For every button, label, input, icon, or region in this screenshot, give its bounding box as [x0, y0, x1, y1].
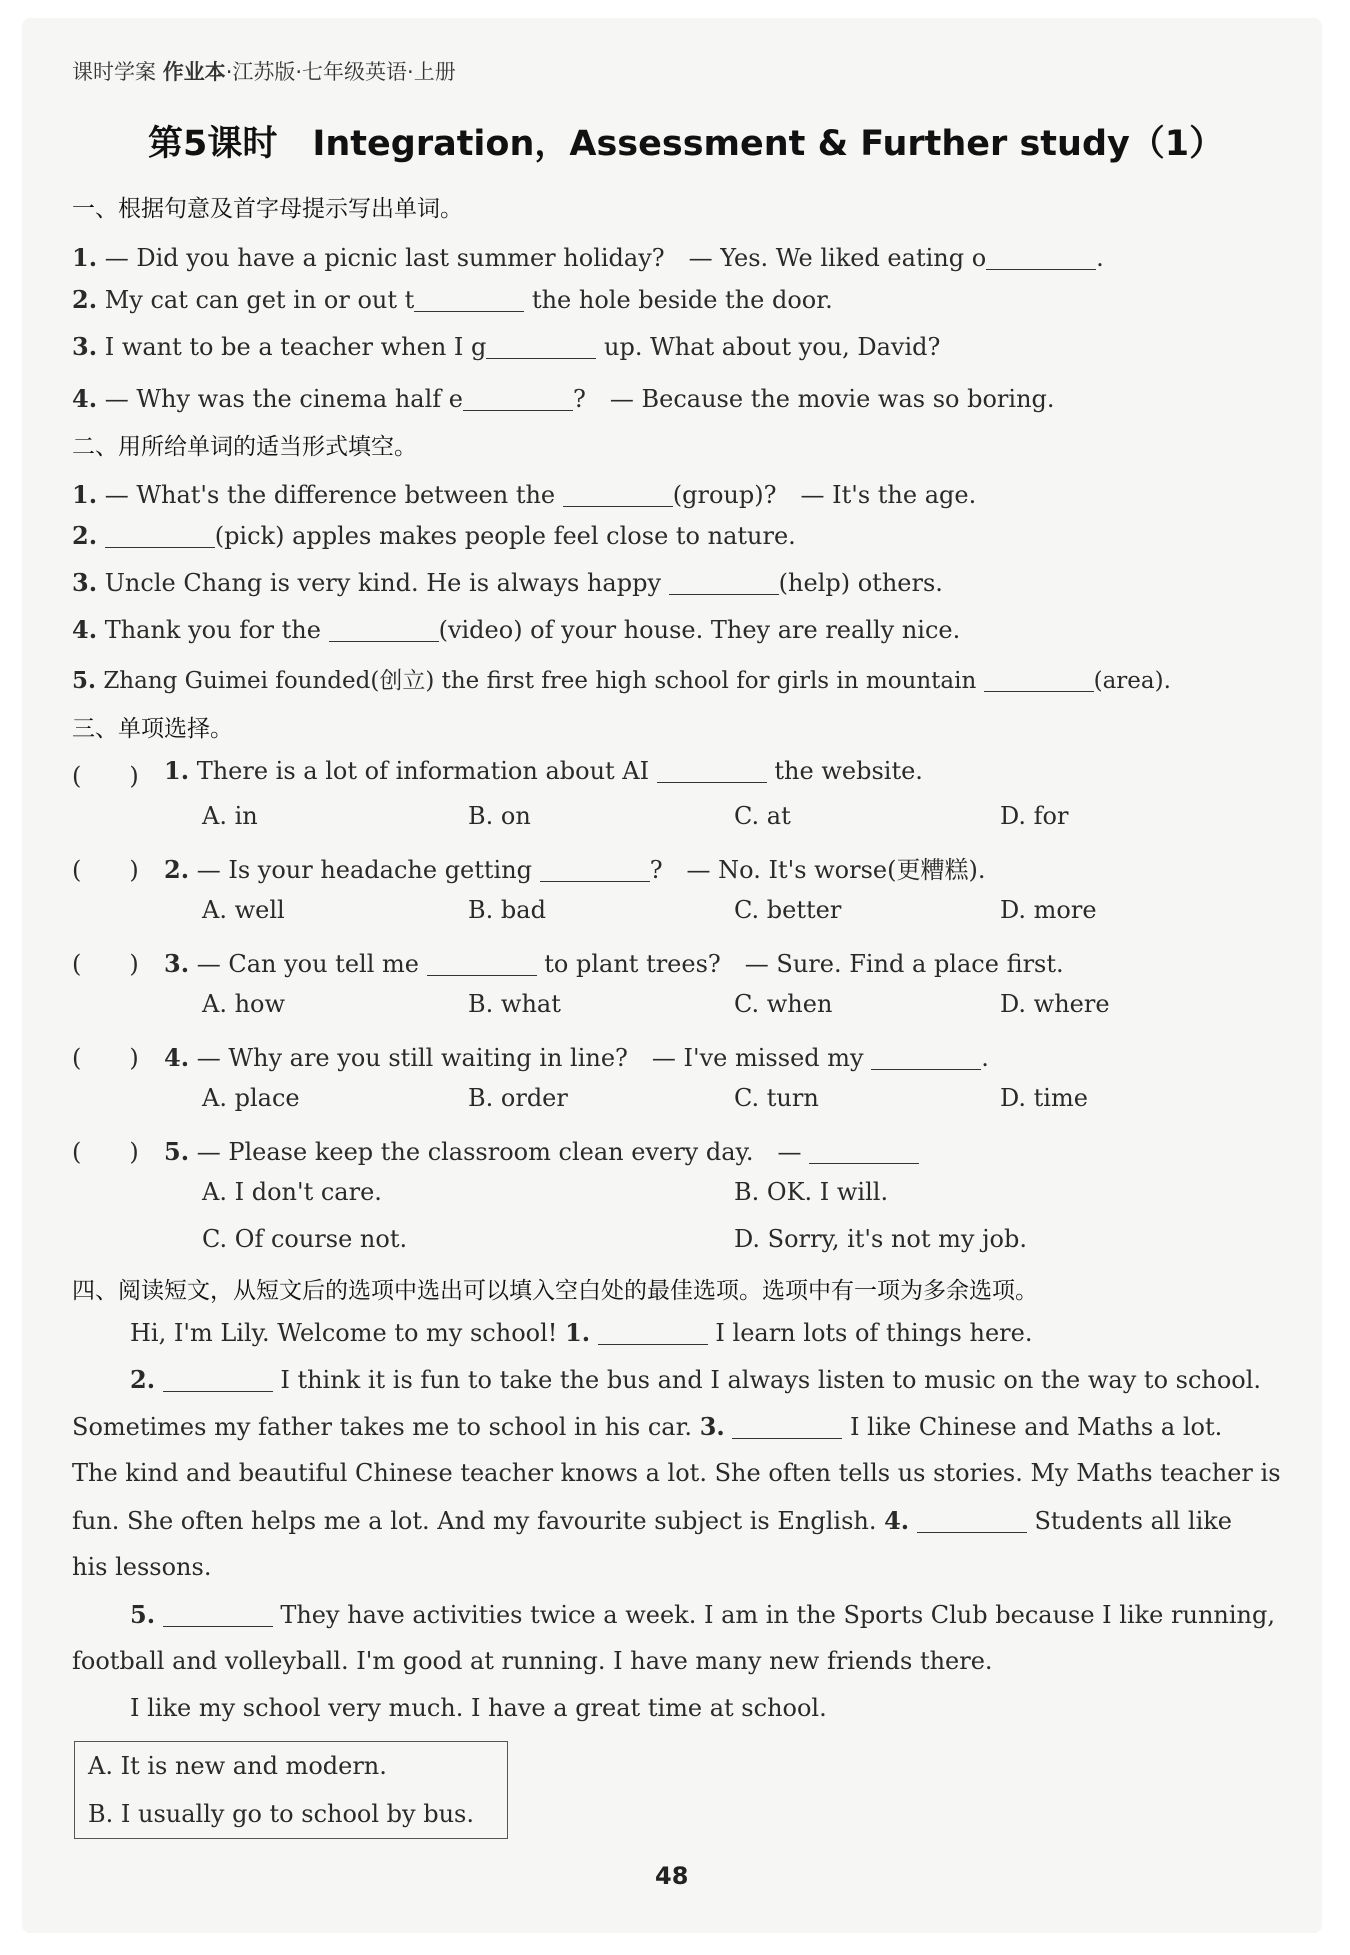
passage-line-6: his lessons.	[72, 1553, 212, 1581]
s1-item-4: 4. — Why was the cinema half e ? — Because the movie was so boring.	[72, 384, 1055, 413]
section2-heading: 二、用所给单词的适当形式填空。	[72, 434, 417, 460]
passage-line-8: football and volleyball. I'm good at running. I have many new friends there.	[72, 1647, 993, 1675]
s1-item-3: 3. I want to be a teacher when I g up. What about you, David?	[72, 332, 941, 361]
option-a[interactable]: A. how	[202, 990, 286, 1018]
answer-blank[interactable]	[871, 1045, 981, 1070]
answer-blank[interactable]	[563, 482, 673, 507]
answer-blank[interactable]	[163, 1602, 273, 1627]
passage-option-b[interactable]: B. I usually go to school by bus.	[88, 1800, 474, 1828]
passage-line-1: Hi, I'm Lily. Welcome to my school! 1. I learn lots of things here.	[130, 1318, 1033, 1347]
section1-heading: 一、根据句意及首字母提示写出单词。	[72, 196, 463, 222]
header-book: 作业本	[162, 60, 226, 84]
s1-item-1: 1. — Did you have a picnic last summer holiday? — Yes. We liked eating o .	[72, 243, 1104, 272]
answer-blank[interactable]	[986, 245, 1096, 270]
passage-option-a[interactable]: A. It is new and modern.	[88, 1752, 387, 1780]
option-d[interactable]: D. more	[1000, 896, 1097, 924]
answer-parentheses[interactable]: ( )	[72, 856, 139, 884]
answer-blank[interactable]	[917, 1508, 1027, 1533]
option-c[interactable]: C. at	[734, 802, 791, 830]
option-b[interactable]: B. bad	[468, 896, 546, 924]
s3-question-4: 4. — Why are you still waiting in line? — I've missed my .	[164, 1043, 989, 1072]
answer-parentheses[interactable]: ( )	[72, 1138, 139, 1166]
option-a[interactable]: A. place	[202, 1084, 300, 1112]
answer-blank[interactable]	[809, 1139, 919, 1164]
option-d[interactable]: D. where	[1000, 990, 1110, 1018]
option-c[interactable]: C. better	[734, 896, 842, 924]
passage-line-7: 5. They have activities twice a week. I am in the Sports Club because I like running,	[130, 1600, 1275, 1629]
option-d[interactable]: D. Sorry, it's not my job.	[734, 1225, 1027, 1253]
option-c[interactable]: C. when	[734, 990, 833, 1018]
passage-line-9: I like my school very much. I have a great time at school.	[130, 1694, 827, 1722]
answer-blank[interactable]	[329, 617, 439, 642]
s3-question-1: 1. There is a lot of information about AI the website.	[164, 756, 923, 785]
s2-item-4: 4. Thank you for the (video) of your house. They are really nice.	[72, 615, 961, 644]
answer-blank[interactable]	[414, 287, 524, 312]
answer-blank[interactable]	[598, 1320, 708, 1345]
header-rest: ·江苏版·七年级英语·上册	[225, 60, 456, 84]
answer-blank[interactable]	[657, 758, 767, 783]
s3-question-3: 3. — Can you tell me to plant trees? — Sure. Find a place first.	[164, 949, 1064, 978]
s3-question-2: 2. — Is your headache getting ? — No. It's worse(更糟糕).	[164, 855, 986, 884]
option-b[interactable]: B. on	[468, 802, 531, 830]
answer-blank[interactable]	[540, 857, 650, 882]
option-a[interactable]: A. well	[202, 896, 285, 924]
answer-parentheses[interactable]: ( )	[72, 762, 139, 790]
s3-question-5: 5. — Please keep the classroom clean every day. —	[164, 1132, 919, 1167]
option-a[interactable]: A. I don't care.	[202, 1178, 382, 1206]
s2-item-3: 3. Uncle Chang is very kind. He is always happy (help) others.	[72, 568, 943, 597]
answer-blank[interactable]	[486, 334, 596, 359]
s2-item-5: 5. Zhang Guimei founded(创立) the first free high school for girls in mountain (area).	[72, 667, 1171, 694]
option-c[interactable]: C. turn	[734, 1084, 819, 1112]
answer-parentheses[interactable]: ( )	[72, 950, 139, 978]
answer-parentheses[interactable]: ( )	[72, 1044, 139, 1072]
passage-line-3: Sometimes my father takes me to school in his car. 3. I like Chinese and Maths a lot.	[72, 1412, 1223, 1441]
s2-item-1: 1. — What's the difference between the (group)? — It's the age.	[72, 480, 977, 509]
s2-item-2: 2. (pick) apples makes people feel close to nature.	[72, 521, 796, 550]
header-series: 课时学案	[72, 60, 156, 84]
answer-blank[interactable]	[163, 1367, 273, 1392]
option-b[interactable]: B. OK. I will.	[734, 1178, 889, 1206]
passage-line-5: fun. She often helps me a lot. And my favourite subject is English. 4. Students all like	[72, 1506, 1232, 1535]
answer-blank[interactable]	[463, 386, 573, 411]
option-c[interactable]: C. Of course not.	[202, 1225, 408, 1253]
answer-blank[interactable]	[732, 1414, 842, 1439]
option-a[interactable]: A. in	[202, 802, 258, 830]
section4-heading: 四、阅读短文，从短文后的选项中选出可以填入空白处的最佳选项。选项中有一项为多余选项。	[72, 1278, 1038, 1304]
option-d[interactable]: D. for	[1000, 802, 1069, 830]
s1-item-2: 2. My cat can get in or out t the hole beside the door.	[72, 285, 833, 314]
answer-blank[interactable]	[105, 523, 215, 548]
running-header	[72, 56, 456, 86]
lesson-title: 第5课时 Integration，Assessment & Further study（1）	[148, 124, 1225, 164]
passage-line-4: The kind and beautiful Chinese teacher knows a lot. She often tells us stories. My Maths teacher is	[72, 1459, 1281, 1487]
option-b[interactable]: B. order	[468, 1084, 568, 1112]
option-d[interactable]: D. time	[1000, 1084, 1088, 1112]
page-number: 48	[655, 1862, 689, 1890]
answer-blank[interactable]	[984, 668, 1094, 692]
passage-line-2: 2. I think it is fun to take the bus and I always listen to music on the way to school.	[130, 1365, 1262, 1394]
section3-heading: 三、单项选择。	[72, 716, 233, 742]
option-b[interactable]: B. what	[468, 990, 561, 1018]
answer-blank[interactable]	[669, 570, 779, 595]
answer-blank[interactable]	[427, 951, 537, 976]
